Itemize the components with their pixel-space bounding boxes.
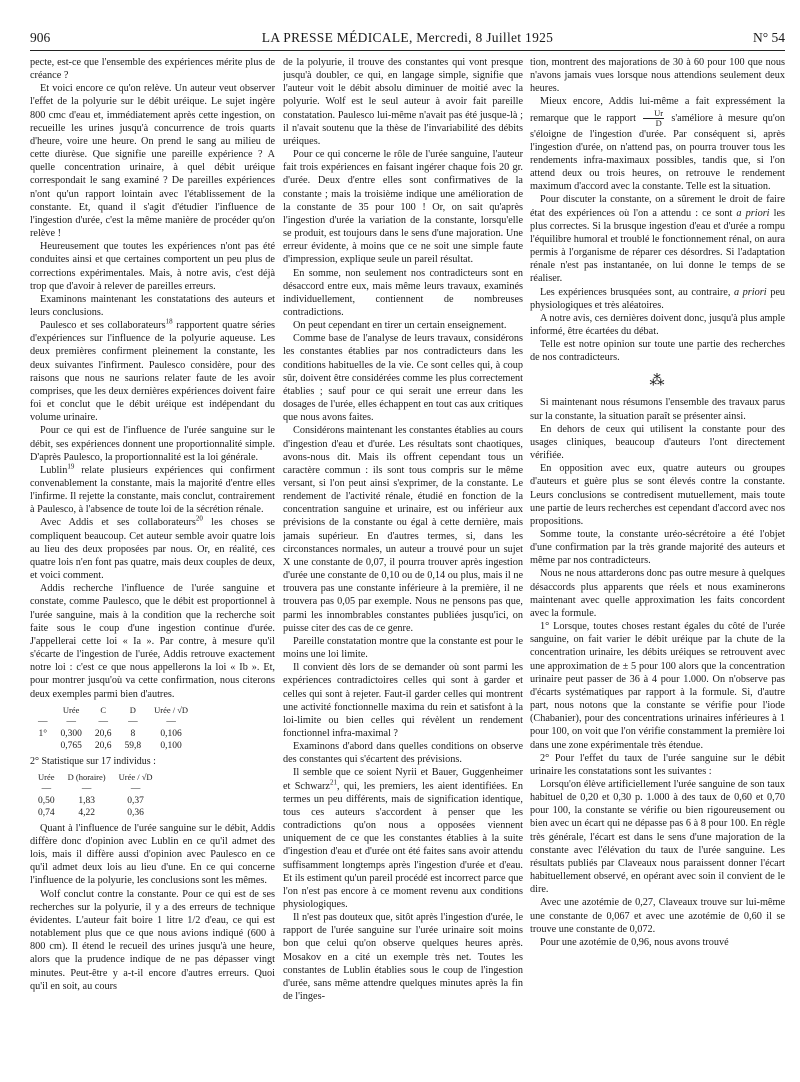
text: s'améliore à mesure qu'on s'éloigne de l'ingestion d'urée. Par conséquent si, après l'ingestion d'urée, on n'attend pas, on pourra trouver tous les rendements infra-maximaux possibles, tandis que, si l'on attend deux ou trois heures, on retrouve le rendement maximum d'accord avec la constante. Telle est la situation. — [530, 112, 785, 193]
text: les plus correctes. Si la brusque ingestion d'eau et d'urée a rompu l'équilibre humoral et troublé le fonctionnement rénal, on aura permis à l'organisme de réparer ces désordres. Si l'adaptation rénale n'est pas instantanée, on lui donne le temps de se réaliser. — [530, 207, 785, 285]
fraction-denominator: D — [655, 117, 662, 128]
table-cell: 0,300 — [60, 728, 82, 739]
table-cell: 0,106 — [160, 728, 182, 739]
page-header — [30, 29, 785, 47]
table-cell: 0,765 — [60, 740, 82, 751]
paragraph: En dehors de ceux qui utilisent la constante pour des usages cliniques, beaucoup d'auteurs l'ont directement vérifiée. — [530, 423, 785, 462]
paragraph: Examinons d'abord dans quelles conditions on observe des constantes qui s'écartent des prévisions. — [283, 741, 523, 766]
text: Il semble que ce soient Nyrii et Bauer, Guggenheimer et Schwarz — [283, 767, 523, 792]
paragraph — [530, 95, 785, 193]
paragraph: 1° Lorsque, toutes choses restant égales du côté de l'urée sanguine, on fait varier le débit uréique par la chute de la concentration urinaire, les débits uréiques se retrouvent avec une approximation de ± 5 pour 100 alors que la concentration urinaire peut passer de 36 à 4 pour 1.000. On n'observe pas d'écarts systématiques par rapport à la formule. Si, d'autre part, nous notons que la constante se vérifie pour l'iode (Chabanier), pour des concentrations urinaires inférieures à 1 pour 100, on voit que l'on vérifie constamment la première loi dans une zone expérimentale très étendue. — [530, 621, 785, 751]
paragraph: 2° Pour l'effet du taux de l'urée sanguine sur le débit urinaire les constatations sont les suivantes : — [530, 752, 785, 777]
table-cell: 1° — [38, 728, 48, 739]
table-header: Urée — [38, 771, 55, 782]
emphasis: a priori — [733, 286, 767, 298]
table-header: Urée / √D — [118, 771, 153, 782]
data-table-1: Urée C D Urée / √D — — — — — 1° 0,300 20,6 8 0,106 0,765 20,6 59,8 0,100 — [38, 704, 201, 752]
text: les choses se compliquent beaucoup. Cet auteur semble avoir quatre lois au lieu des deux proposées par nous. Or, en réalité, ces quatre lois n'en font pas quatre, mais deux couples de deux, et voici comment. — [30, 517, 275, 582]
paragraph: Considérons maintenant les constantes établies au cours d'ingestion d'eau et d'urée. Les résultats sont chaotiques, avons-nous dit. Mais ils offrent cependant tous un caractère commun : ils sont tous compris sur le même versant, si l'on peut ainsi s'exprimer, de la constante. Le rendement de l'activité rénale, étudié en fonction de la concentration sanguine et urinaire, est ou inférieur aux prévisions de la constante ou égal à cette dernière, mais jamais supérieur. En d'autres termes, si, dans les circonstances normales, un auteur a trouvé pour un sujet X une constante de 0,07, il pourra trouver après ingestion d'urée une constante de 0,10 ou de 0,14 ou plus, mais il ne trouvera pas une constante inférieure à la première, il ne trouvera pas 0,05 par exemple. Nous ne pensons pas que, parmi les innombrables constantes publiées jusqu'ici, on puisse citer des cas de ce genre. — [283, 425, 523, 634]
paragraph — [30, 319, 275, 424]
paragraph: tion, montrent des majorations de 30 à 60 pour 100 que nous n'avons jamais vues lorsque nous attendions seulement deux heures. — [530, 57, 785, 95]
column-3 — [530, 56, 785, 1076]
table-cell: 0,36 — [127, 807, 144, 818]
table-cell: 0,50 — [38, 795, 55, 806]
footnote-ref: 21 — [329, 778, 337, 787]
column-1 — [30, 56, 275, 1076]
issue-number: N° 54 — [752, 30, 785, 45]
paragraph: de la polyurie, il trouve des constantes qui vont presque jusqu'à doubler, ce qui, en langage simple, signifie que l'auteur voit le débit absolu diminuer de moitié avec la polyurie. Wolf est le seul auteur à avoir fait pareille constatation. Paulesco lui-même n'avait pas été jusque-là ; il n'avait soutenu que la thèse de l'invariabilité des débits uréiques. — [283, 57, 523, 147]
paragraph: Addis recherche l'influence de l'urée sanguine et constate, comme Paulesco, que le débit est proportionnel à l'urée sanguine, mais à la condition que la recherche soit faite sous le coup d'une ingestion continue d'urée. J'appellerai cette loi « Ia ». Par contre, à mesure qu'il s'écarte de l'ingestion de l'urée, Addis retrouve exactement notre loi : c'est ce que nous appellerons la loi « Ib ». Et, pour montrer jusqu'où va cette confirmation, nous citerons deux exemples parmi bien d'autres. — [30, 583, 275, 700]
text: peu physiologiques et très aléatoires. — [530, 286, 785, 311]
text: relate plusieurs expériences qui confirment convenablement la constante, mais la majorité d'entre elles l'infirme. Il rejette la constante, mais conclut, contrairement à Paulesco, à l'absence de toute loi de la sécrétion rénale. — [30, 464, 275, 516]
paragraph: Nous ne nous attarderons donc pas outre mesure à quelques désaccords plus apparents que réels et nous examinerons maintenant avec quelle approximation les faits concordent avec la formule. — [530, 568, 785, 619]
paragraph: En somme, non seulement nos contradicteurs sont en désaccord entre eux, mais même leurs travaux, examinés individuellement, contiennent de nombreuses contradictions. — [283, 267, 523, 318]
table-cell: 0,37 — [127, 795, 144, 806]
text: , qui, les premiers, les aient identifiées. En termes un peu différents, mais de signification identique, tous ces auteurs s'accordent à penser que les contradictions qu'on nous a opposées viennent uniquement de ce que les constantes établies à la suite d'ingestion d'eau et d'urée ont été faites sans avoir attendu suffisamment longtemps après l'ingestion d'urée et d'eau. Et ils estiment qu'un pareil procédé est incorrect parce que l'on n'est pas encore à ce moment revenu aux conditions physiologiques. — [283, 780, 523, 910]
paragraph: Lorsqu'on élève artificiellement l'urée sanguine de son taux habituel de 0,20 et 0,30 p. 1.000 à des taux de 0,60 et 0,70 pour 100, la constante se vérifie ou bien rigoureusement ou bien avec un écart qui ne dépasse pas 6 à 8 pour 100. En règle très générale, l'écart est dans le sens d'une majoration de la constante avec l'élévation du taux de l'urée sanguine. Les résultats publiés par Claveaux nous paraissent donner l'écart habituellement observé, en opérant avec soin il convient de le dire. — [530, 778, 785, 896]
paragraph: Telle est notre opinion sur toute une partie des recherches de nos contradicteurs. — [530, 339, 785, 364]
table-2-title: 2° Statistique sur 17 individus : — [30, 755, 156, 767]
table-cell: 4,22 — [78, 807, 95, 818]
paragraph: Comme base de l'analyse de leurs travaux, considérons les constantes établies par nos contradicteurs dans les conditions habituelles de la vie. Ce sont celles qui, à coup sûr, doivent être considérées comme les plus correctement établies ; sauf pour ce qui serait une erreur dans les dosages de l'urée, elles échappent en tout cas aux critiques que nous avons faites. — [283, 333, 523, 424]
footnote-ref: 20 — [195, 515, 203, 524]
paragraph: Pour ce qui concerne le rôle de l'urée sanguine, l'auteur fait trois expériences en faisant ingérer chaque fois 20 gr. d'urée. Deux d'entre elles sont confirmatives de la constante ; mais la troisième indique une amélioration de la constante de 35 pour 100 ! Or, on sait qu'après l'ingestion d'urée la variation de la constante, lorsqu'elle se produit, est toujours dans le sens d'une majoration. Une erreur évidente, à moins que ce ne soit une simple faute d'impression, explique seule un pareil résultat. — [283, 149, 523, 266]
paragraph: Il n'est pas douteux que, sitôt après l'ingestion d'urée, le rapport de l'urée sanguine sur l'urée urinaire soit moins bon que celui qu'on observe quelques heures après. Mosakov en a cité un exemple très net. Toutes les constantes de Lublin établies sous le coup de l'ingestion d'urée, sans même attendre quelques minutes après la fin de l'inges- — [283, 912, 523, 1003]
paragraph: A notre avis, ces dernières doivent donc, jusqu'à plus ample informé, être écartées du débat. — [530, 312, 785, 337]
header-rule — [30, 50, 785, 51]
text: Pour discuter la constante, on a sûrement le droit de faire état des expériences où l'on a attendu : ce sont — [530, 194, 785, 219]
column-2 — [283, 56, 523, 1076]
paragraph: Avec une azotémie de 0,27, Claveaux trouve sur lui-même une constante de 0,067 et avec une azotémie de 0,60 il se trouve une constante de 0,072. — [530, 897, 785, 935]
paragraph: Quant à l'influence de l'urée sanguine sur le débit, Addis diffère donc d'opinion avec Lublin en ce qu'il admet des lois, mais il diffère aussi d'opinion avec Paulesco en ce qu'il admet deux lois au lieu d'une. En ce qui concerne l'influence de la polyurie, les conclusions sont les mêmes. — [30, 822, 275, 887]
paragraph: Examinons maintenant les constatations des auteurs et leurs conclusions. — [30, 293, 275, 318]
table-header: D — [129, 704, 136, 715]
fraction-numerator: Ur — [643, 109, 664, 119]
table-cell: 0,100 — [160, 740, 182, 751]
table-row — [38, 807, 166, 819]
fraction — [643, 109, 664, 128]
paragraph: Pour ce qui est de l'influence de l'urée sanguine sur le débit, ses expériences donnent une proportionnalité simple. D'après Paulesco, la proportionnalité est la loi générale. — [30, 425, 275, 463]
paragraph: pecte, est-ce que l'ensemble des expériences mérite plus de créance ? — [30, 57, 275, 82]
paragraph — [530, 286, 785, 312]
paragraph: Si maintenant nous résumons l'ensemble des travaux parus sur la constante, la situation paraît se présenter ainsi. — [530, 397, 785, 422]
text: rapportent quatre séries d'expériences sur l'influence de la polyurie aqueuse. Les deux premières confirment pleinement la constante, les deux suivantes l'infirment. Paulesco considère, pour des raisons que nous ne saurions relater faute de les avoir comprises, que les deux dernières expériences doivent faire foi et conclut que le débit uréique est indépendant du volume urinaire. — [30, 320, 275, 424]
paragraph: Wolf conclut contre la constante. Pour ce qui est de ses recherches sur la polyurie, il y a des erreurs de technique évidentes. L'auteur fait boire 1 litre 1/2 d'eau, ce qui est notablement plus que ce que nous avions indiqué (600 à 800 cm). Il étend le recueil des urines jusqu'à une heure, alors que la prudence indique de ne pas dépasser vingt minutes. Peut-être y a-t-il encore d'autres erreurs. Quoi qu'il en soit, au cours — [30, 888, 275, 992]
journal-title: LA PRESSE MÉDICALE, Mercredi, 8 Juillet 1925 — [261, 30, 554, 45]
paragraph — [30, 464, 275, 517]
table-row — [38, 728, 201, 740]
paragraph — [30, 516, 275, 582]
paragraph: Heureusement que toutes les expériences n'ont pas été conduites ainsi et que certaines comportent un peu plus de corrections expérimentales. Mais, à notre avis, c'est déjà trop que d'avoir à relever de pareilles erreurs. — [30, 241, 275, 292]
paragraph: Pour une azotémie de 0,96, nous avons trouvé — [540, 936, 729, 948]
text: Les expériences brusquées sont, au contraire, — [540, 286, 734, 298]
table-header: Urée / √D — [154, 704, 189, 715]
paragraph: On peut cependant en tirer un certain enseignement. — [293, 320, 507, 332]
text: Mieux encore, Addis lui-même a fait expressément la remarque que le rapport — [530, 96, 785, 124]
emphasis: a priori — [736, 207, 770, 219]
table-cell: 59,8 — [124, 740, 142, 751]
page-number: 906 — [30, 30, 51, 45]
paragraph: Pareille constatation montre que la constante est pour le moins une loi limite. — [283, 635, 523, 661]
table-cell — [38, 740, 61, 752]
table-header: Urée — [62, 704, 80, 715]
paragraph: Et voici encore ce qu'on relève. Un auteur veut observer l'effet de la polyurie sur le débit uréique. Le sujet ingère 800 cmc d'eau et, immédiatement après cette ingestion, on recueille les urines jusqu'à concurrence de trois quarts d'heure, voire une heure. On prend le sang au milieu de cette diurèse. Que signifie une pareille expérience ? A quelle concentration urinaire, à quel débit uréique correspondait le sang examiné ? De pareilles expériences n'ont qu'un rapport lointain avec l'établissement de la constante. Et, quand il s'agit d'étudier l'influence de l'ingestion d'urée, c'est la même manière de procéder qu'on relève ! — [30, 83, 275, 240]
table-cell: 20,6 — [94, 728, 112, 739]
table-row — [38, 795, 166, 807]
paragraph — [530, 193, 785, 285]
paragraph: Somme toute, la constante uréo-sécrétoire a été l'objet d'une confirmation par la très grande majorité des auteurs et même par nos contradicteurs. — [530, 529, 785, 567]
table-header: D (horaire) — [67, 771, 106, 782]
paragraph: Il convient dès lors de se demander où sont parmi les expériences contradictoires celles qui sont à garder et celles qui sont à rejeter. Faut-il garder celles qui montrent une activité fonctionnelle maxima du rein et satisfont à la loi-limite ou bien celles qui révèlent un rendement fonctionnel infra-maximal ? — [283, 662, 523, 739]
paragraph: En opposition avec eux, quatre auteurs ou groupes d'auteurs et guère plus se sont élevés contre la constante. Leurs conclusions se contredisent mutuellement, mais toute une partie de leurs recherches est cependant d'accord avec nos propositions. — [530, 463, 785, 527]
footnote-ref: 18 — [165, 317, 173, 326]
table-cell: 1,83 — [78, 795, 95, 806]
table-row — [38, 740, 201, 752]
data-table-2: Urée D (horaire) Urée / √D — — — 0,50 1,83 0,37 0,74 4,22 0,36 — [38, 771, 166, 819]
text: Lublin — [40, 464, 68, 476]
table-cell: 8 — [130, 728, 136, 739]
table-cell: 0,74 — [38, 807, 55, 818]
text: Paulesco et ses collaborateurs — [40, 320, 166, 332]
section-separator: ⁂ — [649, 373, 666, 390]
table-header: C — [100, 704, 107, 715]
text: Avec Addis et ses collaborateurs — [40, 517, 196, 529]
table-cell: 20,6 — [94, 740, 112, 751]
footnote-ref: 19 — [67, 462, 75, 471]
paragraph — [283, 766, 523, 911]
